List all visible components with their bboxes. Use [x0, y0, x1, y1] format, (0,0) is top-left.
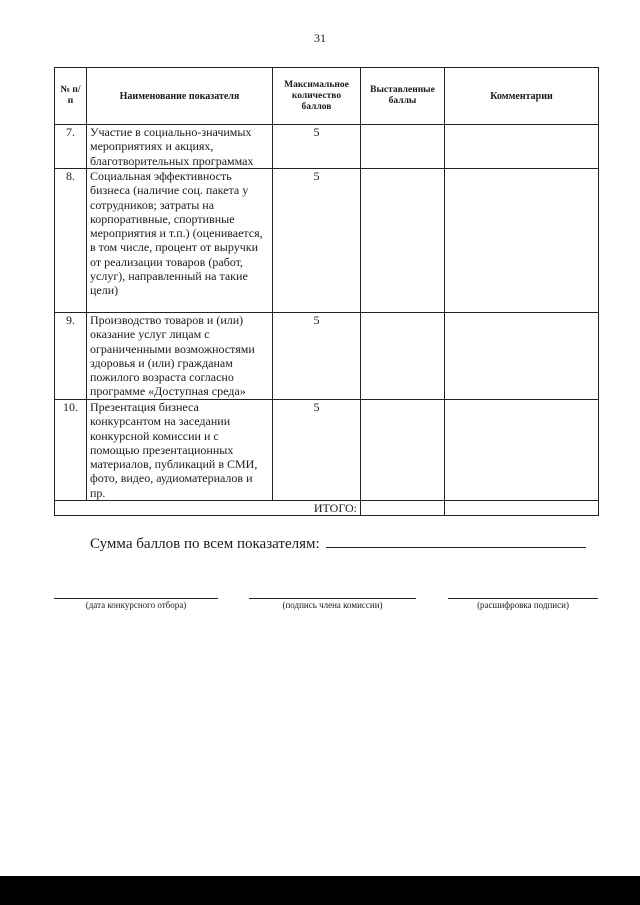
comment-cell[interactable] — [445, 313, 599, 400]
row-number: 9. — [55, 313, 87, 400]
comment-cell[interactable] — [445, 169, 599, 313]
member-signature-caption: (подпись члена комиссии) — [249, 598, 416, 610]
max-score: 5 — [273, 400, 361, 501]
signature-decoding-caption: (расшифровка подписи) — [448, 598, 598, 610]
comment-cell[interactable] — [445, 400, 599, 501]
indicator-name: Презентация бизнеса конкурсантом на заседании конкурсной комиссии и с помощью презентационных материалов, публикаций в СМИ, фото, видео, аудиоматериалов и пр. — [87, 400, 273, 501]
evaluation-table — [54, 67, 599, 516]
header-num: № п/п — [55, 68, 87, 125]
table-row — [55, 400, 599, 501]
page-number: 31 — [314, 31, 326, 45]
total-row — [55, 501, 599, 516]
table-row — [55, 125, 599, 169]
total-label: ИТОГО: — [55, 501, 361, 516]
indicator-name: Производство товаров и (или) оказание услуг лицам с ограниченными возможностями здоровья и (или) гражданам пожилого возраста согласно программе «Доступная среда» — [87, 313, 273, 400]
date-signature-caption: (дата конкурсного отбора) — [54, 598, 218, 610]
scan-bottom-edge — [0, 876, 640, 905]
indicator-name: Участие в социально-значимых мероприятиях и акциях, благотворительных программах — [87, 125, 273, 169]
row-number: 8. — [55, 169, 87, 313]
header-indicator-name: Наименование показателя — [87, 68, 273, 125]
row-number: 10. — [55, 400, 87, 501]
given-score-cell[interactable] — [361, 400, 445, 501]
sum-label: Сумма баллов по всем показателям: — [90, 536, 320, 552]
max-score: 5 — [273, 125, 361, 169]
comment-cell[interactable] — [445, 125, 599, 169]
given-score-cell[interactable] — [361, 125, 445, 169]
table-header-row — [55, 68, 599, 125]
sum-blank-field[interactable] — [326, 533, 586, 548]
table-row — [55, 169, 599, 313]
table-row — [55, 313, 599, 400]
total-sum-line — [90, 533, 586, 553]
given-score-cell[interactable] — [361, 313, 445, 400]
header-comment: Комментарии — [445, 68, 599, 125]
total-comment-cell — [445, 501, 599, 516]
header-max-score: Максимальное количество баллов — [273, 68, 361, 125]
header-given-score: Выставленные баллы — [361, 68, 445, 125]
total-score-cell[interactable] — [361, 501, 445, 516]
row-number: 7. — [55, 125, 87, 169]
max-score: 5 — [273, 313, 361, 400]
indicator-name: Социальная эффективность бизнеса (наличие соц. пакета у сотрудников; затраты на корпоративные, спортивные мероприятия и т.п.) (оценивается, в том числе, процент от выручки от реализации товаров (работ, услуг), направленный на такие цели) — [87, 169, 273, 313]
max-score: 5 — [273, 169, 361, 313]
given-score-cell[interactable] — [361, 169, 445, 313]
